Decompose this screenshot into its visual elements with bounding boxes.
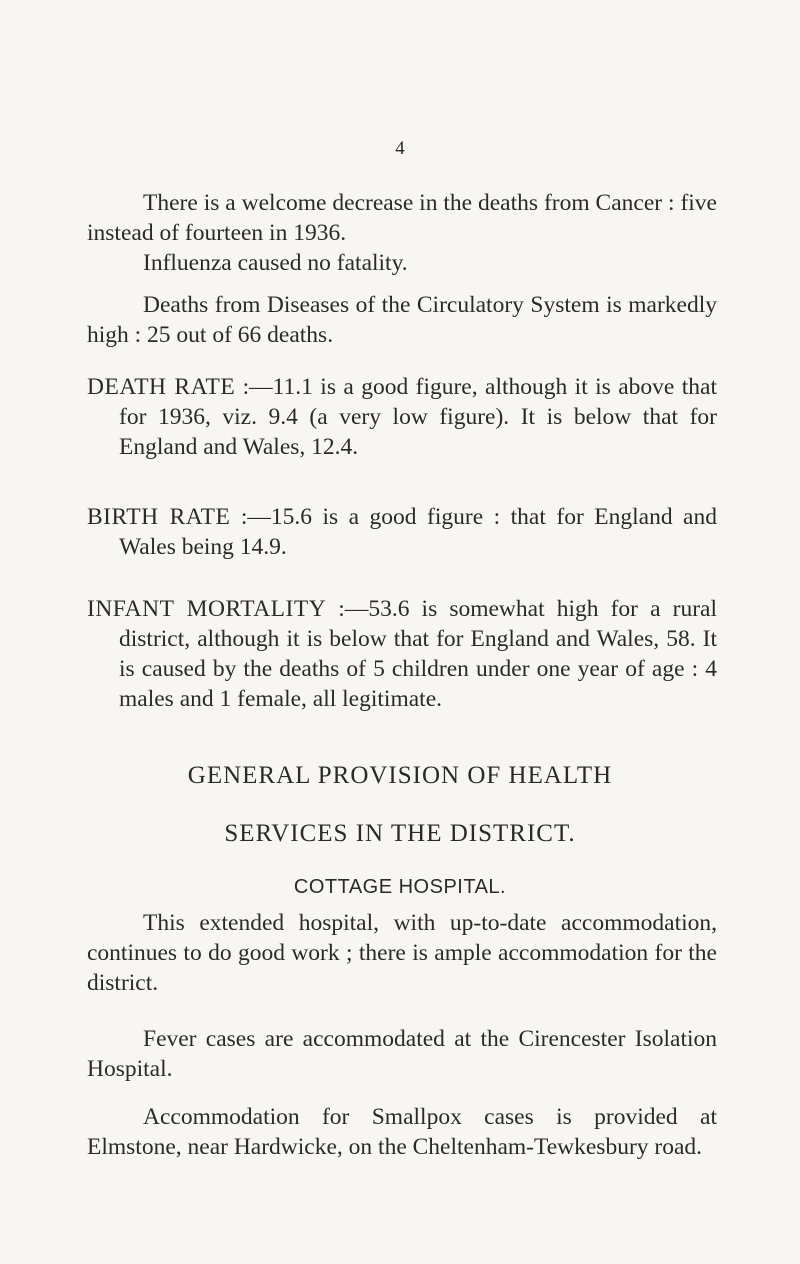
page-number: 4 bbox=[395, 138, 405, 159]
cancer-paragraph: There is a welcome decrease in the deaths from Cancer : five instead of fourteen in 1936. bbox=[87, 190, 717, 246]
death-rate-text: :—11.1 is a good figure, although it is above that for 1936, viz. 9.4 (a very low figure). It is below that for England and Wales, 12.4. bbox=[119, 374, 717, 460]
hospital-extended-paragraph: This extended hospital, with up-to-date accommodation, continues to do good work ; there is ample accommodation for the district. bbox=[87, 910, 717, 996]
section-heading-line1: GENERAL PROVISION OF HEALTH bbox=[187, 762, 613, 789]
birth-rate-text: :—15.6 is a good figure : that for England and Wales being 14.9. bbox=[119, 504, 717, 560]
circulatory-paragraph: Deaths from Diseases of the Circulatory System is markedly high : 25 out of 66 deaths. bbox=[87, 292, 717, 348]
section-heading-line2: SERVICES IN THE DISTRICT. bbox=[224, 820, 576, 847]
influenza-paragraph: Influenza caused no fatality. bbox=[143, 250, 408, 276]
infant-mortality-paragraph bbox=[87, 594, 717, 714]
infant-mortality-lead: INFANT MORTALITY bbox=[87, 596, 327, 622]
infant-mortality-text: :—53.6 is somewhat high for a rural district, although it is below that for England and Wales, 58. It is caused by the deaths of 5 children under one year of age : 4 males and 1 female, all legitimate. bbox=[119, 596, 717, 712]
death-rate-lead: DEATH RATE bbox=[87, 374, 236, 400]
subheading-cottage-hospital: COTTAGE HOSPITAL. bbox=[293, 876, 507, 898]
death-rate-paragraph bbox=[87, 372, 717, 462]
smallpox-paragraph: Accommodation for Smallpox cases is provided at Elmstone, near Hardwicke, on the Cheltenham-Tewkesbury road. bbox=[87, 1104, 717, 1160]
birth-rate-lead: BIRTH RATE bbox=[87, 504, 231, 530]
birth-rate-paragraph bbox=[87, 502, 717, 562]
fever-paragraph: Fever cases are accommodated at the Cirencester Isolation Hospital. bbox=[87, 1026, 717, 1082]
